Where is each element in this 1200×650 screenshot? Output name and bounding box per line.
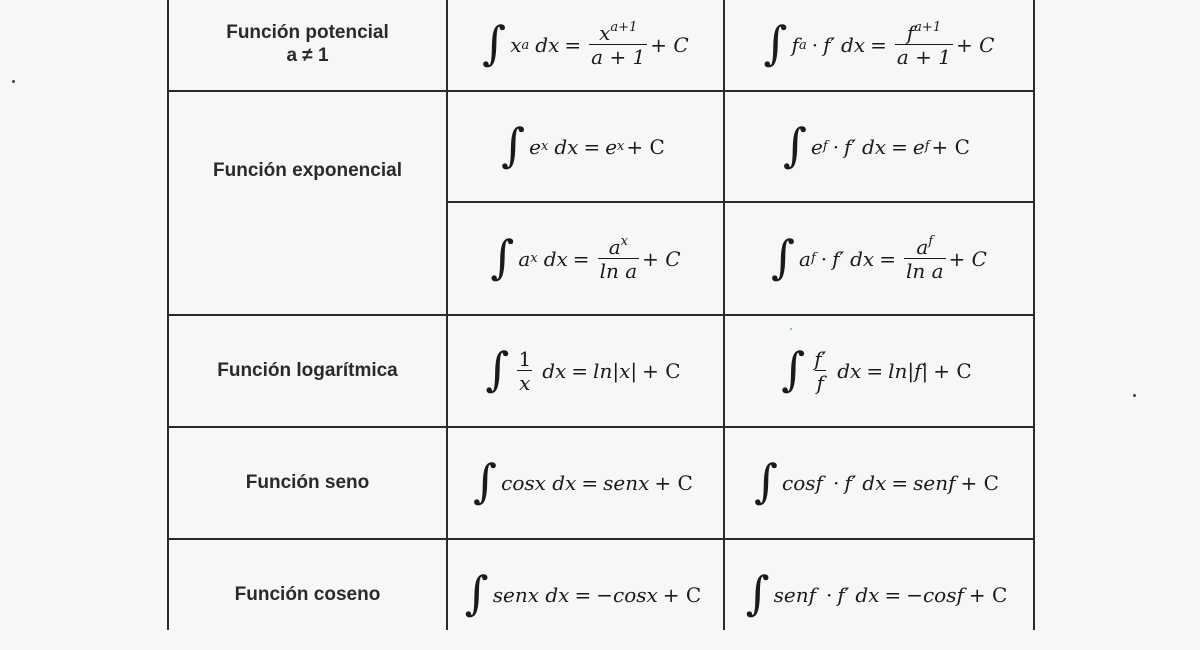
row-label-logaritmica [169,316,446,426]
formula-coseno-chain: ∫ senf · f′ dx = −cosf + C [745,566,1008,620]
fraction: $\frac{a^f}{\text{ln a}}$ [905,233,944,283]
formula-potencial-basic: ∫ x a dx = $\frac{x^{a+1}}{a + 1}$ + C [482,16,689,70]
fraction: $\frac{f^{a+1}}{a + 1}$ [896,20,951,69]
formula-exp-a-chain: ∫ a f · f′ dx = $\frac{a^f}{\text{ln a}}$ + C [771,229,987,284]
integral-sign: ∫ [501,117,526,172]
row-label-seno [169,428,446,538]
integral-sign: ∫ [745,566,770,620]
integral-sign: ∫ [771,229,796,284]
formula-exp-e-basic: ∫ e x dx = e x + C [501,117,665,172]
formula-potencial-chain: ∫ f a · f′ dx = $\frac{f^{a+1}}{a + 1}$ + C [763,16,995,70]
row-label-line: Función potencial [226,22,389,44]
row-label-line: Función coseno [234,583,381,605]
fraction: $\frac{f'}{f}$ [814,346,827,395]
integral-sign: ∫ [473,454,498,508]
row-label-line: Función exponencial [213,160,402,182]
integral-sign: ∫ [763,16,788,70]
formula-log-chain: ∫ $\frac{f'}{f}$ dx = ln|f| + C [781,342,972,396]
integral-sign: ∫ [490,229,515,284]
integral-sign: ∫ [485,342,510,396]
formula-exp-a-basic: ∫ a x dx = $\frac{a^x}{\text{ln a}}$ + C [490,229,681,284]
fraction: $\frac{a^x}{\text{ln a}}$ [599,233,638,283]
formula-log-basic: ∫ $\frac{1}{x}$ dx = ln|x| + C [485,342,681,396]
row-label-line: a ≠ 1 [286,45,329,66]
scan-speck [1133,394,1136,397]
fraction: $\frac{x^{a+1}}{a + 1}$ [591,20,646,69]
fraction: $\frac{1}{x}$ [518,346,532,395]
integral-sign: ∫ [464,566,489,620]
row-label-potencial [169,0,446,90]
row-label-line: Función logarítmica [217,359,398,381]
integral-sign: ∫ [482,16,507,70]
formula-exp-e-chain: ∫ e f · f′ dx = e f + C [783,117,970,172]
row-label-coseno [169,540,446,650]
integral-sign: ∫ [783,117,808,172]
row-label-exponencial [169,92,446,251]
integral-sign: ∫ [781,342,806,396]
formula-coseno-basic: ∫ senx dx = −cosx + C [464,566,702,620]
row-label-line: Función seno [245,471,370,493]
scan-speck [12,80,15,83]
integral-sign: ∫ [754,454,779,508]
formula-seno-chain: ∫ cosf · f′ dx = senf + C [754,454,999,508]
formula-seno-basic: ∫ cosx dx = senx + C [473,454,693,508]
